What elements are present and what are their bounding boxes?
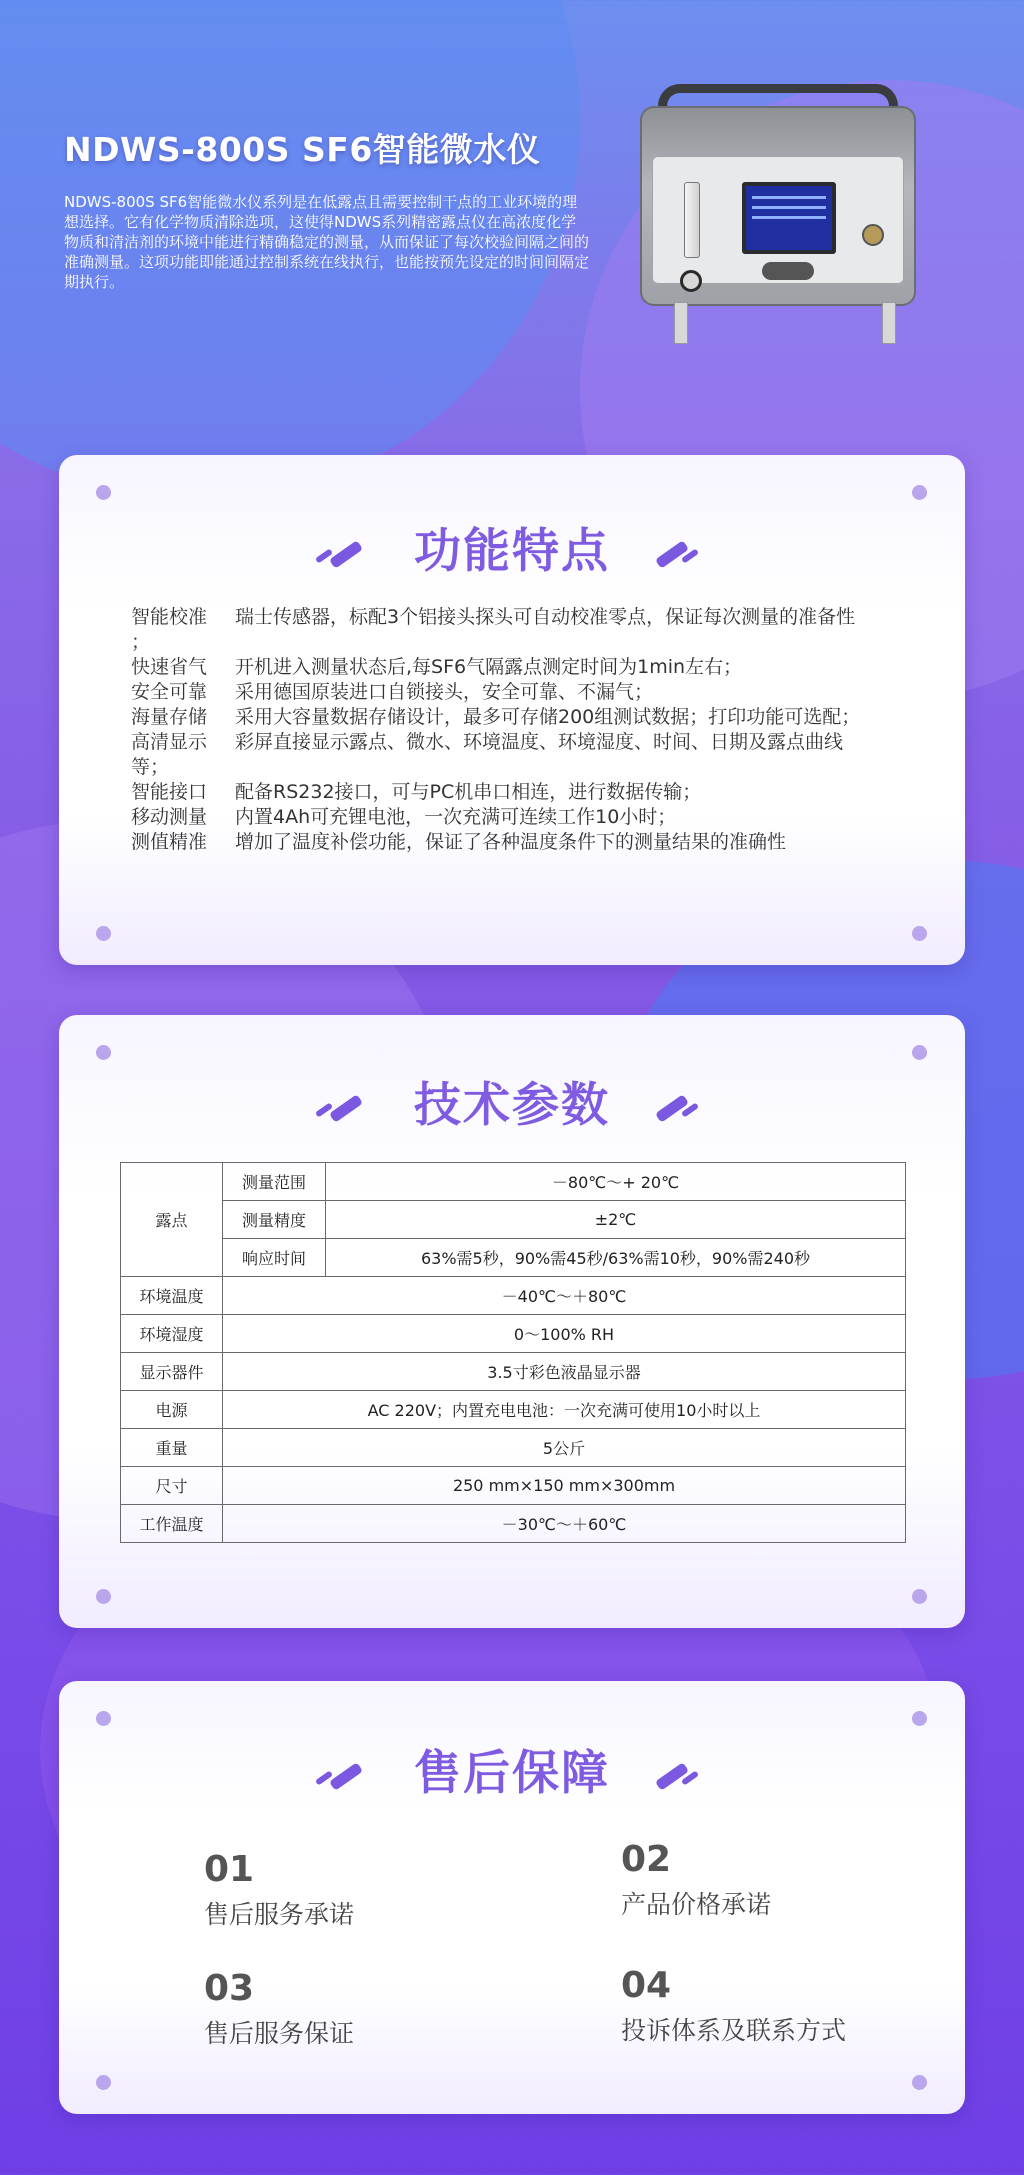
decor-dot xyxy=(96,926,111,941)
features-card xyxy=(59,455,965,965)
feature-key: 快速省气 xyxy=(131,656,208,678)
param-value: 0～100% RH xyxy=(223,1315,906,1353)
param-value: －30℃～＋60℃ xyxy=(223,1505,906,1543)
service-number: 01 xyxy=(204,1849,255,1890)
param-value: 63%需5秒，90%需45秒/63%需10秒，90%需240秒 xyxy=(326,1239,906,1277)
param-value: ±2℃ xyxy=(326,1201,906,1239)
feature-item xyxy=(131,605,911,630)
device-port xyxy=(862,224,884,246)
product-image xyxy=(634,84,922,346)
feature-item xyxy=(131,780,911,805)
decor-dot xyxy=(96,485,111,500)
table-row xyxy=(121,1429,906,1467)
feature-list xyxy=(131,605,911,855)
decor-dot xyxy=(96,1711,111,1726)
device-leg xyxy=(882,302,896,344)
service-label: 售后服务承诺 xyxy=(204,1900,355,1929)
param-label: 测量精度 xyxy=(223,1201,326,1239)
table-row xyxy=(121,1353,906,1391)
table-row xyxy=(121,1163,906,1201)
param-group-label: 露点 xyxy=(121,1163,223,1277)
feature-item xyxy=(131,730,911,755)
param-label: 电源 xyxy=(121,1391,223,1429)
feature-item xyxy=(131,705,911,730)
section-header xyxy=(59,517,965,587)
feature-value: 开机进入测量状态后,每SF6气隔露点测定时间为1min左右； xyxy=(235,656,743,678)
decor-dot xyxy=(912,1045,927,1060)
feature-value: 采用大容量数据存储设计，最多可存储200组测试数据；打印功能可选配； xyxy=(235,706,861,728)
section-header xyxy=(59,1071,965,1141)
feature-value-continued: 等； xyxy=(131,756,170,778)
device-leg xyxy=(674,302,688,344)
feature-value: 内置4Ah可充锂电池，一次充满可连续工作10小时； xyxy=(235,806,677,828)
param-label: 尺寸 xyxy=(121,1467,223,1505)
feature-item-continued xyxy=(131,630,911,655)
table-row xyxy=(121,1505,906,1543)
service-item[interactable] xyxy=(621,1838,771,1922)
table-row xyxy=(121,1315,906,1353)
table-row xyxy=(121,1391,906,1429)
feature-key: 移动测量 xyxy=(131,806,208,828)
feature-key: 安全可靠 xyxy=(131,681,208,703)
feature-key: 海量存储 xyxy=(131,706,208,728)
service-label: 售后服务保证 xyxy=(204,2019,355,2048)
param-value: －80℃～+ 20℃ xyxy=(326,1163,906,1201)
feature-value: 瑞士传感器，标配3个铝接头探头可自动校准零点，保证每次测量的准备性 xyxy=(235,606,856,628)
feature-value: 采用德国原装进口自锁接头，安全可靠、不漏气； xyxy=(235,681,654,703)
feature-key: 智能校准 xyxy=(131,606,208,628)
device-screen xyxy=(742,182,836,254)
param-label: 环境湿度 xyxy=(121,1315,223,1353)
service-number: 02 xyxy=(621,1839,672,1880)
param-value: 3.5寸彩色液晶显示器 xyxy=(223,1353,906,1391)
table-row xyxy=(121,1201,906,1239)
feature-item xyxy=(131,805,911,830)
feature-value: 配备RS232接口，可与PC机串口相连，进行数据传输； xyxy=(235,781,702,803)
service-card xyxy=(59,1681,965,2114)
feature-item xyxy=(131,830,911,855)
param-value: AC 220V；内置充电电池：一次充满可使用10小时以上 xyxy=(223,1391,906,1429)
section-title: 技术参数 xyxy=(414,1078,610,1133)
section-title: 售后保障 xyxy=(414,1746,610,1801)
service-item[interactable] xyxy=(621,1964,846,2048)
decor-dot xyxy=(912,485,927,500)
decor-dot xyxy=(96,1045,111,1060)
product-description: NDWS-800S SF6智能微水仪系列是在低露点且需要控制干点的工业环境的理想选择。它有化学物质清除选项，这使得NDWS系列精密露点仪在高浓度化学物质和清洁剂的环境中能进行精确稳定的测量，从而保证了每次校验间隔之间的准确测量。这项功能即能通过控制系统在线执行，也能按预先设定的时间间隔定期执行。 xyxy=(64,193,590,291)
decor-dot xyxy=(96,1589,111,1604)
product-title: NDWS-800S SF6智能微水仪 xyxy=(64,130,541,169)
feature-value-continued: ； xyxy=(131,631,151,653)
service-label: 投诉体系及联系方式 xyxy=(621,2016,847,2045)
service-item[interactable] xyxy=(204,1967,354,2051)
feature-item xyxy=(131,680,911,705)
slash-decor-icon xyxy=(655,1759,703,1793)
decor-dot xyxy=(912,2075,927,2090)
param-label: 响应时间 xyxy=(223,1239,326,1277)
param-label: 显示器件 xyxy=(121,1353,223,1391)
slash-decor-icon xyxy=(655,1091,703,1125)
device-knob xyxy=(680,270,702,292)
table-row xyxy=(121,1277,906,1315)
feature-item xyxy=(131,655,911,680)
feature-value: 彩屏直接显示露点、微水、环境温度、环境湿度、时间、日期及露点曲线 xyxy=(235,731,844,753)
service-number: 04 xyxy=(621,1965,672,2006)
params-table xyxy=(120,1162,906,1543)
feature-item-continued xyxy=(131,755,911,780)
param-label: 工作温度 xyxy=(121,1505,223,1543)
section-title: 功能特点 xyxy=(414,524,610,579)
param-label: 环境温度 xyxy=(121,1277,223,1315)
decor-dot xyxy=(912,1711,927,1726)
param-value: 250 mm×150 mm×300mm xyxy=(223,1467,906,1505)
feature-value: 增加了温度补偿功能，保证了各种温度条件下的测量结果的准确性 xyxy=(235,831,787,853)
feature-key: 高清显示 xyxy=(131,731,208,753)
feature-key: 智能接口 xyxy=(131,781,208,803)
device-flowmeter xyxy=(684,182,700,258)
device-buttons xyxy=(762,262,814,280)
decor-dot xyxy=(912,926,927,941)
decor-dot xyxy=(96,2075,111,2090)
table-row xyxy=(121,1467,906,1505)
section-header xyxy=(59,1739,965,1809)
slash-decor-icon xyxy=(655,537,703,571)
param-label: 重量 xyxy=(121,1429,223,1467)
param-value: －40℃～＋80℃ xyxy=(223,1277,906,1315)
table-row xyxy=(121,1239,906,1277)
service-item[interactable] xyxy=(204,1848,354,1932)
feature-key: 测值精准 xyxy=(131,831,208,853)
service-label: 产品价格承诺 xyxy=(621,1890,772,1919)
service-number: 03 xyxy=(204,1968,255,2009)
params-card xyxy=(59,1015,965,1628)
param-label: 测量范围 xyxy=(223,1163,326,1201)
param-value: 5公斤 xyxy=(223,1429,906,1467)
decor-dot xyxy=(912,1589,927,1604)
